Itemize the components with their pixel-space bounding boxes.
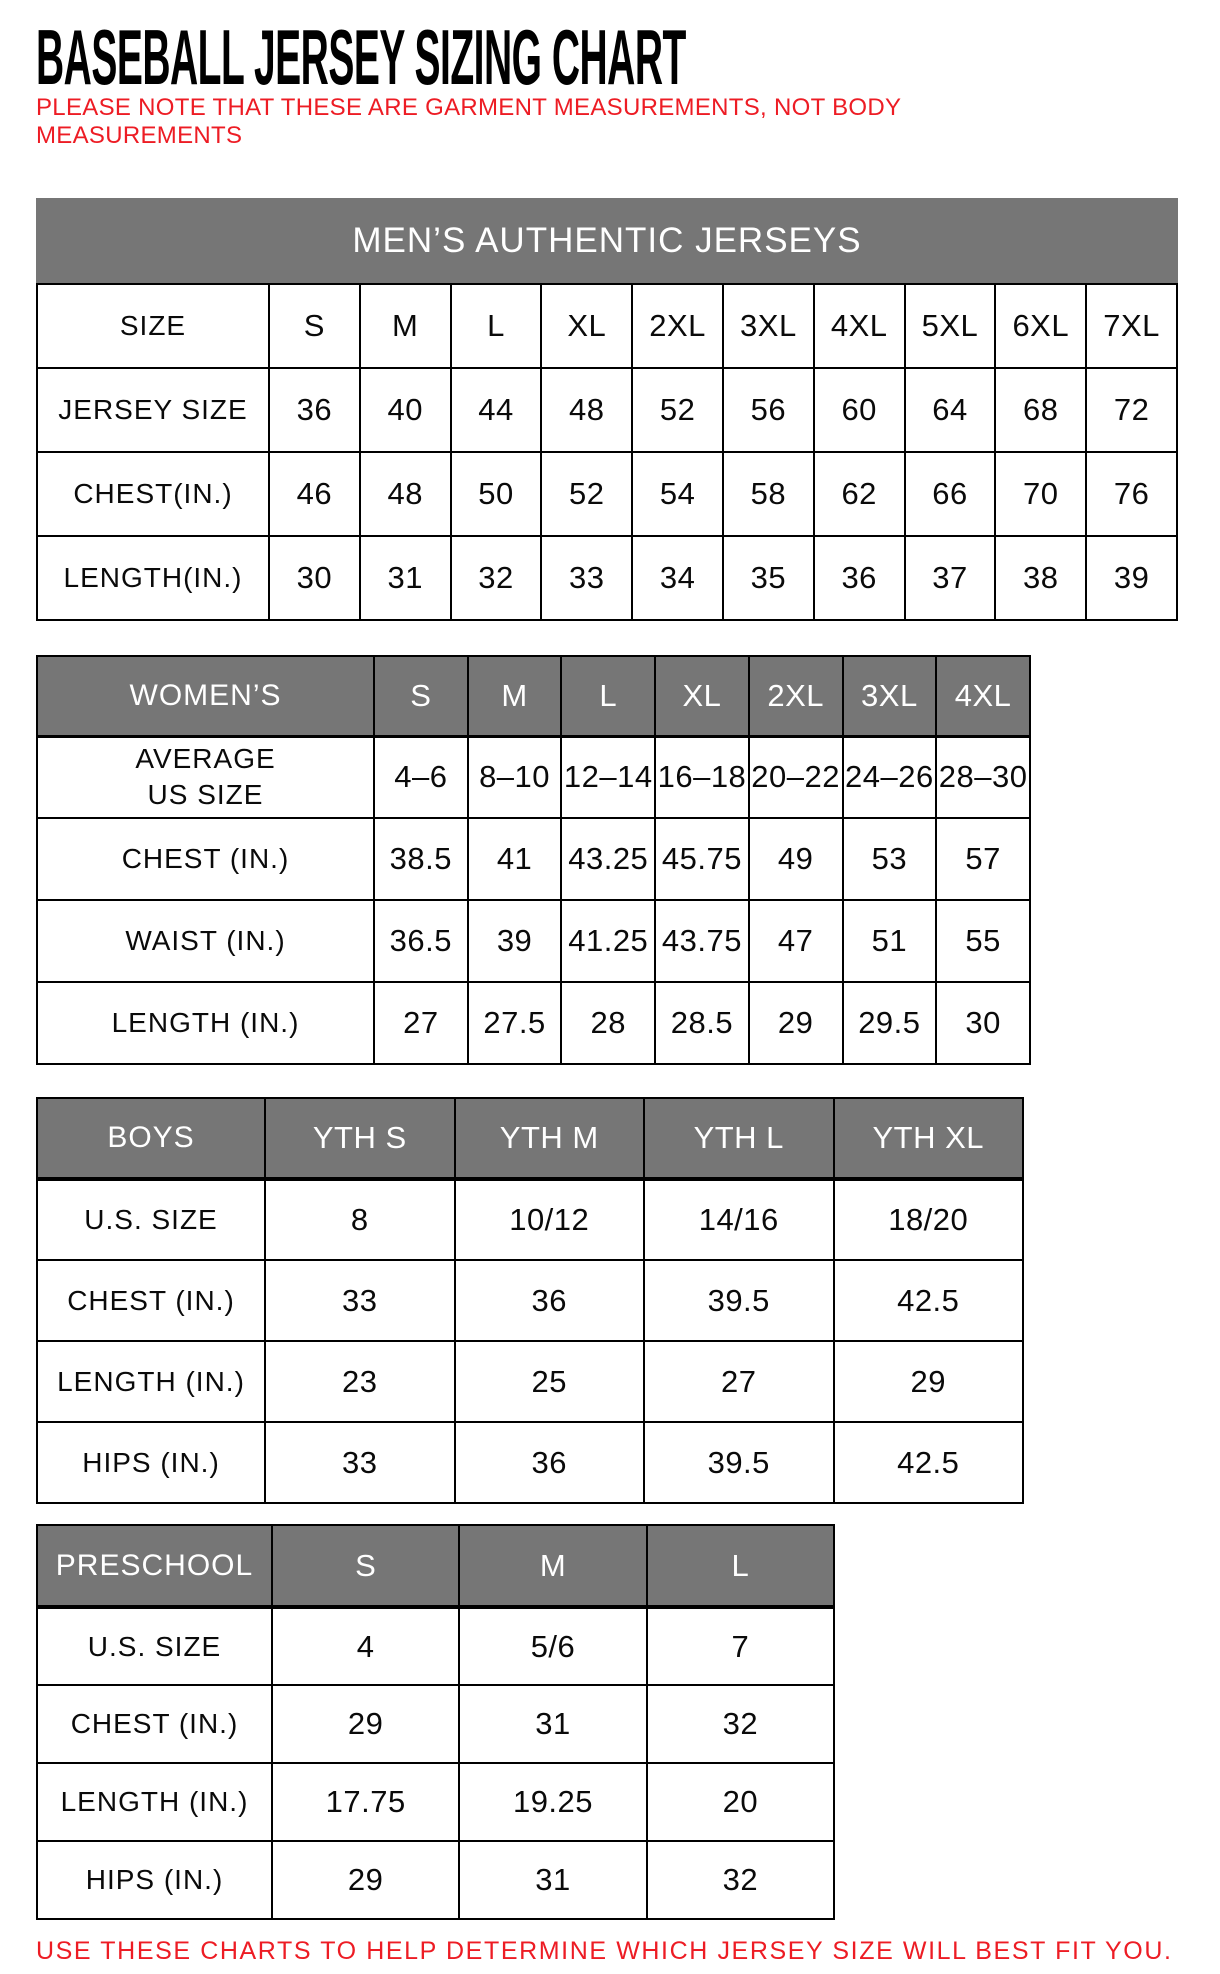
- preschool-size-table: [36, 1524, 835, 1920]
- mens-label-text: CHEST(IN.): [73, 478, 233, 509]
- mens-cell-value: 52: [541, 452, 632, 536]
- boys-cell-value: 36: [455, 1260, 645, 1341]
- boys-cell-value: 18/20: [834, 1179, 1024, 1260]
- mens-cell-value: 50: [451, 452, 542, 536]
- womens-label-text: WOMEN’S: [129, 678, 282, 712]
- mens-table-banner: MEN’S AUTHENTIC JERSEYS: [36, 198, 1178, 283]
- mens-cell-value: 40: [360, 368, 451, 452]
- preschool-cell-value: 31: [459, 1841, 646, 1919]
- mens-cell-value: 44: [451, 368, 542, 452]
- preschool-label-text: PRESCHOOL: [55, 1548, 254, 1582]
- mens-cell-value: 66: [905, 452, 996, 536]
- boys-label-text: CHEST (IN.): [67, 1284, 235, 1316]
- womens-cell-value: 12–14: [561, 736, 655, 818]
- mens-cell-value: 7XL: [1086, 284, 1177, 368]
- preschool-row-label: [37, 1685, 272, 1763]
- womens-cell-value: 8–10: [468, 736, 562, 818]
- womens-column-header: 3XL: [843, 656, 937, 736]
- womens-cell-value: 49: [749, 818, 843, 900]
- boys-cell-value: 42.5: [834, 1260, 1024, 1341]
- womens-cell-value: 28.5: [655, 982, 749, 1064]
- preschool-label-text: CHEST (IN.): [70, 1708, 239, 1739]
- boys-label-text: HIPS (IN.): [82, 1446, 220, 1478]
- preschool-table-title: [37, 1525, 272, 1607]
- mens-cell-value: 48: [360, 452, 451, 536]
- womens-label-text: CHEST (IN.): [121, 843, 290, 874]
- mens-cell-value: 37: [905, 536, 996, 620]
- preschool-row-label: [37, 1763, 272, 1841]
- mens-cell-value: 4XL: [814, 284, 905, 368]
- womens-column-header: 2XL: [749, 656, 843, 736]
- womens-row: [37, 736, 1030, 818]
- mens-cell-value: 60: [814, 368, 905, 452]
- preschool-column-header: L: [647, 1525, 834, 1607]
- womens-cell-value: 30: [936, 982, 1030, 1064]
- boys-row-label: [37, 1260, 265, 1341]
- preschool-cell-value: 29: [272, 1685, 459, 1763]
- boys-row: [37, 1422, 1023, 1503]
- boys-row: [37, 1341, 1023, 1422]
- preschool-cell-value: 4: [272, 1607, 459, 1685]
- womens-row-label: [37, 900, 374, 982]
- womens-cell-value: 4–6: [374, 736, 468, 818]
- boys-cell-value: 33: [265, 1422, 455, 1503]
- mens-row: [37, 536, 1177, 620]
- boys-row: [37, 1260, 1023, 1341]
- mens-cell-value: 30: [269, 536, 360, 620]
- boys-row-label: [37, 1341, 265, 1422]
- womens-header-row: [37, 656, 1030, 736]
- womens-row: [37, 900, 1030, 982]
- boys-cell-value: 33: [265, 1260, 455, 1341]
- boys-cell-value: 27: [644, 1341, 834, 1422]
- boys-column-header: YTH L: [644, 1098, 834, 1179]
- womens-cell-value: 20–22: [749, 736, 843, 818]
- womens-cell-value: 51: [843, 900, 937, 982]
- preschool-column-header: M: [459, 1525, 646, 1607]
- preschool-label-text: U.S. SIZE: [87, 1630, 222, 1662]
- womens-cell-value: 27: [374, 982, 468, 1064]
- mens-cell-value: 36: [814, 536, 905, 620]
- mens-cell-value: 46: [269, 452, 360, 536]
- boys-column-header: YTH S: [265, 1098, 455, 1179]
- mens-label-text: SIZE: [119, 310, 187, 341]
- preschool-column-header: S: [272, 1525, 459, 1607]
- womens-label-text: LENGTH (IN.): [111, 1007, 300, 1038]
- preschool-row-label: [37, 1841, 272, 1919]
- mens-cell-value: 38: [995, 536, 1086, 620]
- mens-cell-value: 68: [995, 368, 1086, 452]
- mens-cell-value: 39: [1086, 536, 1177, 620]
- mens-cell-value: 33: [541, 536, 632, 620]
- preschool-cell-value: 17.75: [272, 1763, 459, 1841]
- mens-cell-value: 70: [995, 452, 1086, 536]
- boys-cell-value: 39.5: [644, 1260, 834, 1341]
- womens-cell-value: 45.75: [655, 818, 749, 900]
- boys-cell-value: 14/16: [644, 1179, 834, 1260]
- mens-cell-value: 48: [541, 368, 632, 452]
- boys-cell-value: 23: [265, 1341, 455, 1422]
- mens-cell-value: 72: [1086, 368, 1177, 452]
- womens-cell-value: 29.5: [843, 982, 937, 1064]
- mens-cell-value: 3XL: [723, 284, 814, 368]
- boys-cell-value: 10/12: [455, 1179, 645, 1260]
- mens-cell-value: 2XL: [632, 284, 723, 368]
- boys-row: [37, 1179, 1023, 1260]
- preschool-label-text: HIPS (IN.): [85, 1864, 224, 1895]
- boys-label-text: LENGTH (IN.): [57, 1365, 245, 1397]
- womens-label-text: AVERAGE US SIZE: [135, 743, 276, 811]
- womens-row-label: [37, 982, 374, 1064]
- mens-cell-value: 6XL: [995, 284, 1086, 368]
- womens-table-section: [36, 655, 1184, 1065]
- boys-cell-value: 36: [455, 1422, 645, 1503]
- boys-label-text: U.S. SIZE: [84, 1204, 218, 1235]
- mens-cell-value: M: [360, 284, 451, 368]
- mens-cell-value: 52: [632, 368, 723, 452]
- boys-table-section: [36, 1097, 1184, 1504]
- womens-cell-value: 16–18: [655, 736, 749, 818]
- boys-column-header: YTH M: [455, 1098, 645, 1179]
- womens-cell-value: 28: [561, 982, 655, 1064]
- womens-column-header: 4XL: [936, 656, 1030, 736]
- mens-size-table: [36, 283, 1178, 621]
- womens-row: [37, 818, 1030, 900]
- mens-cell-value: 35: [723, 536, 814, 620]
- womens-cell-value: 36.5: [374, 900, 468, 982]
- womens-table-title: [37, 656, 374, 736]
- boys-cell-value: 25: [455, 1341, 645, 1422]
- mens-cell-value: XL: [541, 284, 632, 368]
- mens-row-label: [37, 536, 269, 620]
- womens-row-label: [37, 736, 374, 818]
- boys-header-row: [37, 1098, 1023, 1179]
- womens-row: [37, 982, 1030, 1064]
- womens-cell-value: 57: [936, 818, 1030, 900]
- mens-cell-value: 58: [723, 452, 814, 536]
- womens-cell-value: 29: [749, 982, 843, 1064]
- preschool-row: [37, 1685, 834, 1763]
- mens-row: [37, 452, 1177, 536]
- mens-table-section: [36, 198, 1184, 621]
- mens-cell-value: 64: [905, 368, 996, 452]
- womens-cell-value: 27.5: [468, 982, 562, 1064]
- womens-row-label: [37, 818, 374, 900]
- womens-column-header: L: [561, 656, 655, 736]
- mens-cell-value: 32: [451, 536, 542, 620]
- preschool-cell-value: 19.25: [459, 1763, 646, 1841]
- womens-cell-value: 43.25: [561, 818, 655, 900]
- boys-cell-value: 8: [265, 1179, 455, 1260]
- boys-size-table: [36, 1097, 1024, 1504]
- mens-cell-value: 5XL: [905, 284, 996, 368]
- womens-column-header: XL: [655, 656, 749, 736]
- boys-cell-value: 39.5: [644, 1422, 834, 1503]
- preschool-label-text: LENGTH (IN.): [60, 1786, 249, 1817]
- boys-cell-value: 42.5: [834, 1422, 1024, 1503]
- preschool-cell-value: 32: [647, 1685, 834, 1763]
- womens-cell-value: 38.5: [374, 818, 468, 900]
- preschool-cell-value: 32: [647, 1841, 834, 1919]
- mens-label-text: JERSEY SIZE: [58, 394, 248, 425]
- preschool-header-row: [37, 1525, 834, 1607]
- boys-row-label: [37, 1179, 265, 1260]
- womens-size-table: [36, 655, 1031, 1065]
- boys-row-label: [37, 1422, 265, 1503]
- womens-cell-value: 53: [843, 818, 937, 900]
- mens-cell-value: 56: [723, 368, 814, 452]
- preschool-row: [37, 1841, 834, 1919]
- preschool-row: [37, 1607, 834, 1685]
- womens-label-text: WAIST (IN.): [125, 925, 286, 956]
- womens-cell-value: 41: [468, 818, 562, 900]
- preschool-cell-value: 20: [647, 1763, 834, 1841]
- preschool-row: [37, 1763, 834, 1841]
- footer-note: USE THESE CHARTS TO HELP DETERMINE WHICH JERSEY SIZE WILL BEST FIT YOU.: [36, 1937, 1173, 1965]
- mens-cell-value: S: [269, 284, 360, 368]
- preschool-cell-value: 7: [647, 1607, 834, 1685]
- mens-row: [37, 284, 1177, 368]
- mens-cell-value: 34: [632, 536, 723, 620]
- womens-cell-value: 24–26: [843, 736, 937, 818]
- mens-cell-value: 36: [269, 368, 360, 452]
- mens-cell-value: 62: [814, 452, 905, 536]
- boys-cell-value: 29: [834, 1341, 1024, 1422]
- womens-column-header: S: [374, 656, 468, 736]
- boys-table-title: [37, 1098, 265, 1179]
- mens-cell-value: 54: [632, 452, 723, 536]
- womens-cell-value: 41.25: [561, 900, 655, 982]
- womens-cell-value: 55: [936, 900, 1030, 982]
- preschool-row-label: [37, 1607, 272, 1685]
- mens-row: [37, 368, 1177, 452]
- mens-cell-value: 76: [1086, 452, 1177, 536]
- mens-row-label: [37, 284, 269, 368]
- note-line-2: MEASUREMENTS: [36, 122, 243, 149]
- mens-cell-value: 31: [360, 536, 451, 620]
- mens-label-text: LENGTH(IN.): [63, 562, 243, 593]
- note-line-1: PLEASE NOTE THAT THESE ARE GARMENT MEASUREMENTS, NOT BODY: [36, 94, 902, 121]
- page-title: [36, 13, 1184, 101]
- preschool-table-section: [36, 1524, 1184, 1920]
- womens-cell-value: 47: [749, 900, 843, 982]
- garment-measurements-note: [36, 94, 1184, 150]
- womens-cell-value: 28–30: [936, 736, 1030, 818]
- boys-column-header: YTH XL: [834, 1098, 1024, 1179]
- womens-column-header: M: [468, 656, 562, 736]
- preschool-cell-value: 31: [459, 1685, 646, 1763]
- mens-row-label: [37, 368, 269, 452]
- preschool-cell-value: 29: [272, 1841, 459, 1919]
- mens-cell-value: L: [451, 284, 542, 368]
- womens-cell-value: 39: [468, 900, 562, 982]
- mens-row-label: [37, 452, 269, 536]
- page-title-text: BASEBALL JERSEY SIZING CHART: [36, 13, 686, 101]
- preschool-cell-value: 5/6: [459, 1607, 646, 1685]
- womens-cell-value: 43.75: [655, 900, 749, 982]
- boys-label-text: BOYS: [107, 1121, 195, 1154]
